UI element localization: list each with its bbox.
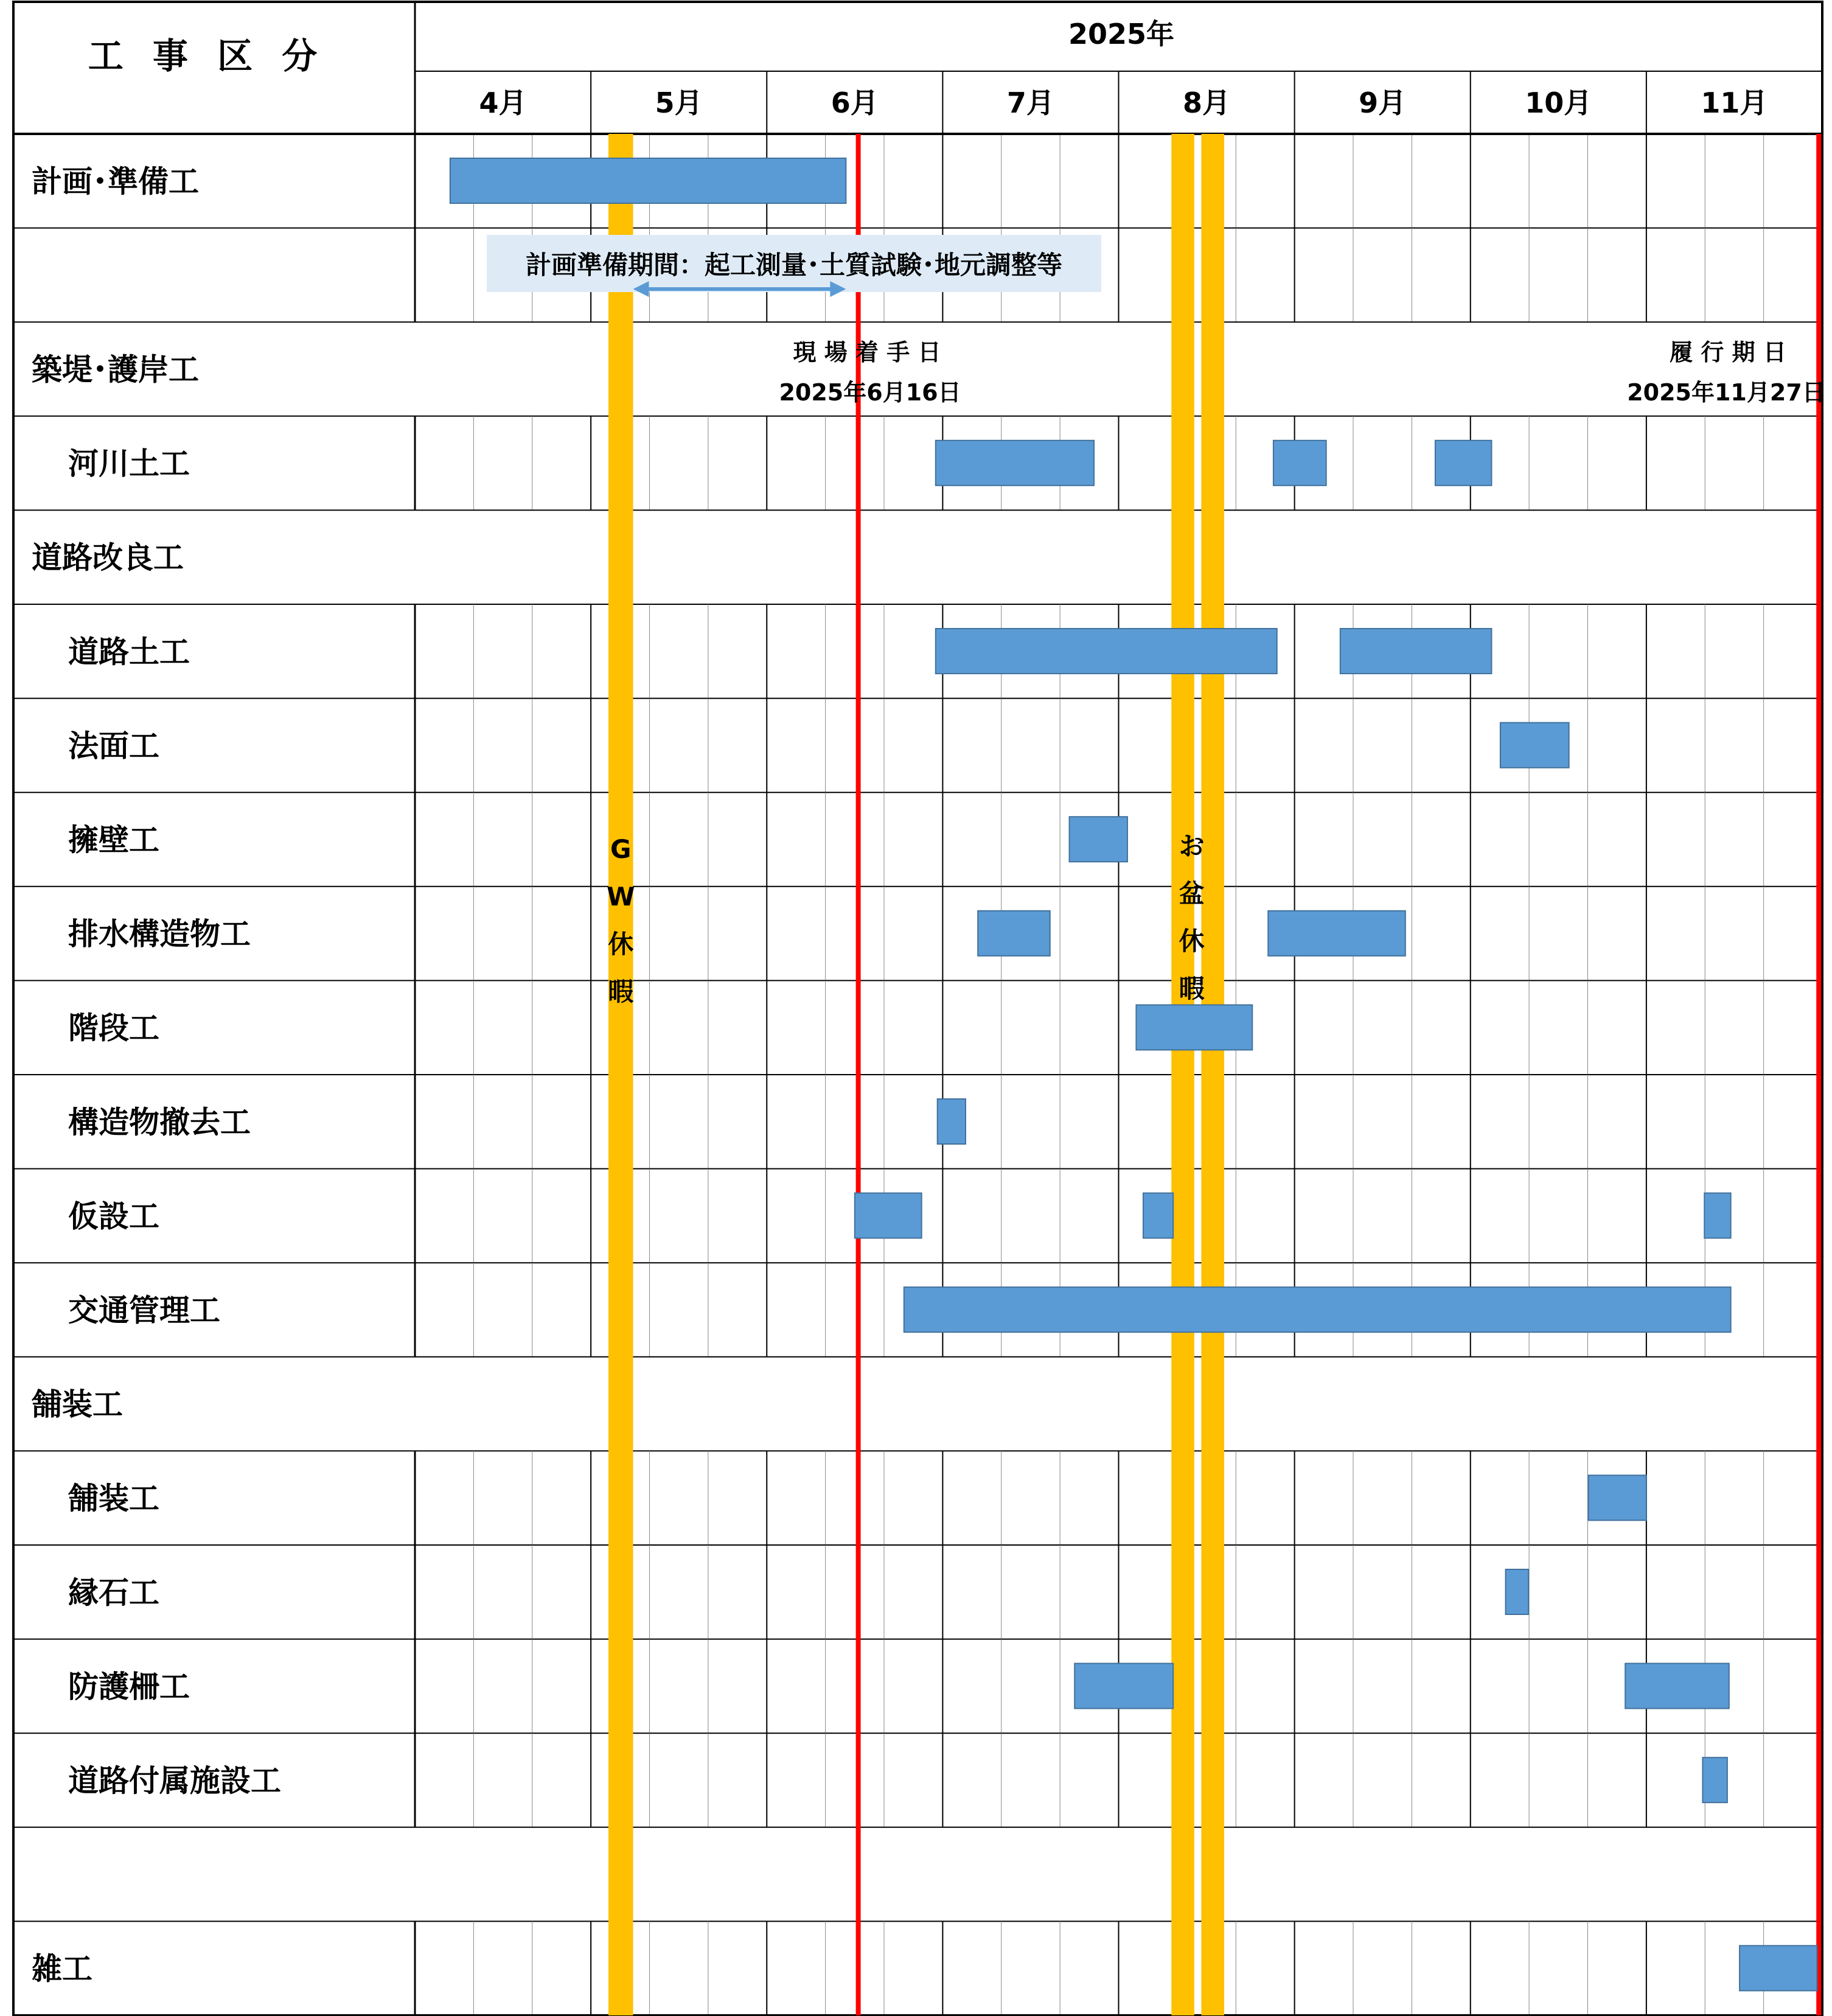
end-date-label: 履 行 期 日 <box>1670 339 1786 366</box>
row-label: 道路改良工 <box>32 540 184 576</box>
end-date-value: 2025年11月27日 <box>1627 379 1825 406</box>
month-label: 7月 <box>1006 86 1054 119</box>
row-label: 道路土工 <box>68 634 190 670</box>
task-bar <box>1070 817 1127 862</box>
obon-holiday-label: 盆 <box>1179 879 1205 909</box>
task-bar <box>978 911 1050 956</box>
holiday-band <box>1201 134 1224 2015</box>
task-bar <box>938 1099 966 1144</box>
task-bar <box>1506 1569 1529 1614</box>
row-label: 法面工 <box>68 728 159 764</box>
task-bar <box>1740 1945 1817 1990</box>
month-label: 9月 <box>1359 86 1407 119</box>
row-label: 舗装工 <box>68 1481 159 1516</box>
labels-layer <box>31 86 1825 1987</box>
row-label: 河川土工 <box>68 446 190 482</box>
task-bar <box>936 441 1094 486</box>
row-label: 構造物撤去工 <box>68 1104 251 1140</box>
month-label: 5月 <box>655 86 703 119</box>
task-bar <box>936 629 1277 674</box>
gw-holiday-label: W <box>607 882 635 912</box>
task-bar <box>855 1193 922 1238</box>
year-header: 2025年 <box>1068 18 1175 51</box>
task-bar <box>904 1287 1731 1332</box>
row-label: 仮設工 <box>68 1198 159 1234</box>
month-label: 4月 <box>479 86 527 119</box>
grid-layer <box>13 2 1822 2015</box>
task-bar <box>1588 1475 1646 1520</box>
row-label: 舗装工 <box>32 1387 123 1423</box>
task-bar <box>1625 1664 1729 1709</box>
row-label: 築堤･護岸工 <box>32 352 199 388</box>
task-bar <box>1273 441 1326 486</box>
task-bar <box>1074 1664 1173 1709</box>
row-label: 交通管理工 <box>68 1292 220 1328</box>
row-label: 縁石工 <box>68 1575 159 1611</box>
month-label: 10月 <box>1525 86 1592 119</box>
start-date-value: 2025年6月16日 <box>779 379 961 406</box>
row-label: 擁壁工 <box>68 822 159 858</box>
gw-holiday-label: G <box>610 834 632 864</box>
month-label: 11月 <box>1701 86 1768 119</box>
task-bar <box>450 158 846 203</box>
task-bar <box>1704 1193 1730 1238</box>
month-label: 8月 <box>1183 86 1231 119</box>
task-bar <box>1435 441 1492 486</box>
gw-holiday-label: 休 <box>608 929 634 959</box>
holiday-band <box>1171 134 1194 2015</box>
task-bar <box>1500 723 1569 768</box>
row-label: 道路付属施設工 <box>68 1763 281 1799</box>
task-bar <box>1268 911 1405 956</box>
row-label: 防護柵工 <box>68 1669 190 1704</box>
task-bar <box>1143 1193 1173 1238</box>
category-title: 工 事 区 分 <box>88 35 326 77</box>
task-bar <box>1136 1005 1252 1050</box>
obon-holiday-label: お <box>1179 831 1205 861</box>
gw-holiday-label: 暇 <box>608 977 634 1006</box>
row-label: 階段工 <box>68 1010 159 1046</box>
obon-holiday-label: 休 <box>1179 926 1205 956</box>
row-label: 排水構造物工 <box>68 916 251 952</box>
prep-note-text: 計画準備期間：起工測量･土質試験･地元調整等 <box>525 250 1063 280</box>
obon-holiday-label: 暇 <box>1179 974 1205 1003</box>
start-date-label: 現 場 着 手 日 <box>793 339 941 366</box>
row-label: 計画･準備工 <box>32 164 199 200</box>
task-bar <box>1340 629 1492 674</box>
holiday-band <box>608 134 633 2015</box>
outer-frame <box>13 2 1822 2015</box>
task-bar <box>1702 1757 1727 1802</box>
month-label: 6月 <box>831 86 879 119</box>
row-label: 雑工 <box>32 1951 92 1987</box>
